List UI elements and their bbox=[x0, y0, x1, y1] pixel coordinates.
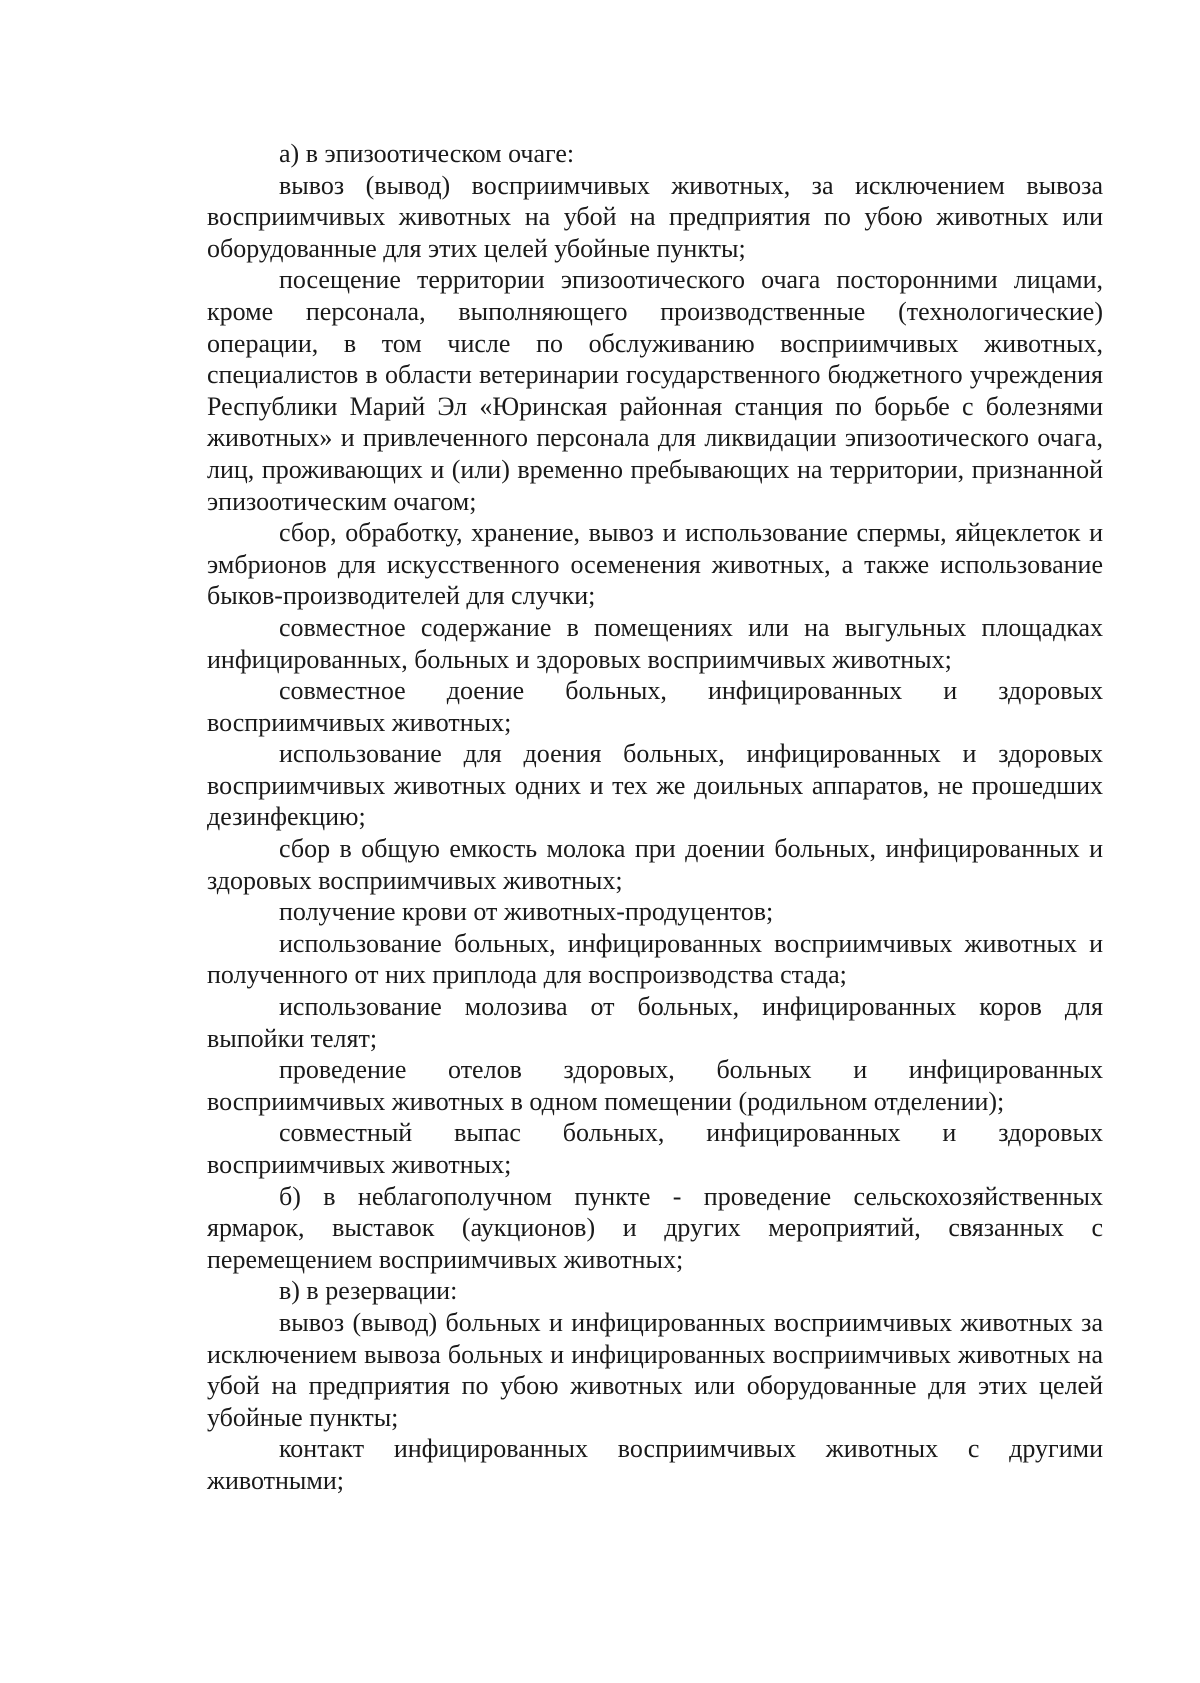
paragraph-blood-collection: получение крови от животных-продуцентов; bbox=[279, 897, 774, 927]
document-body bbox=[207, 138, 1103, 1497]
paragraph-sperm-collection: сбор, обработку, хранение, вывоз и использование спермы, яйцеклеток и эмбрионов для искусственного осеменения животных, а также использование быков-производителей для случки; bbox=[207, 518, 1103, 611]
paragraph-calving: проведение отелов здоровых, больных и инфицированных восприимчивых животных в одном помещении (родильном отделении); bbox=[207, 1055, 1103, 1116]
paragraph-joint-milking: совместное доение больных, инфицированных и здоровых восприимчивых животных; bbox=[207, 676, 1103, 737]
paragraph-animal-contact: контакт инфицированных восприимчивых животных с другими животными; bbox=[207, 1434, 1103, 1495]
paragraph-item-a-heading: а) в эпизоотическом очаге: bbox=[279, 139, 575, 168]
paragraph-reservation-removal: вывоз (вывод) больных и инфицированных восприимчивых животных за исключением вывоза больных и инфицированных восприимчивых животных на убой на предприятия по убою животных или оборудованные для этих целей убойные пункты; bbox=[207, 1307, 1103, 1432]
paragraph-visiting-territory: посещение территории эпизоотического очага посторонними лицами, кроме персонала, выполняющего производственные (технологические) операции, в том числе по обслуживанию восприимчивых животных, специалистов в области ветеринарии государственного бюджетного учреждения Республики Марий Эл «Юринская районная станция по борьбе с болезнями животных» и привлеченного персонала для ликвидации эпизоотического очага, лиц, проживающих и (или) временно пребывающих на территории, признанной эпизоотическим очагом; bbox=[207, 265, 1103, 516]
paragraph-joint-grazing: совместный выпас больных, инфицированных и здоровых восприимчивых животных; bbox=[207, 1118, 1103, 1179]
paragraph-joint-keeping: совместное содержание в помещениях или на выгульных площадках инфицированных, больных и здоровых восприимчивых животных; bbox=[207, 612, 1103, 674]
paragraph-herd-reproduction: использование больных, инфицированных восприимчивых животных и полученного от них приплода для воспроизводства стада; bbox=[207, 928, 1103, 990]
paragraph-milk-collection: сбор в общую емкость молока при доении больных, инфицированных и здоровых восприимчивых животных; bbox=[207, 834, 1103, 895]
paragraph-milking-equipment: использование для доения больных, инфицированных и здоровых восприимчивых животных одних и тех же доильных аппаратов, не прошедших дезинфекцию; bbox=[207, 739, 1103, 832]
paragraph-item-c-heading: в) в резервации: bbox=[279, 1276, 458, 1306]
paragraph-colostrum-use: использование молозива от больных, инфицированных коров для выпойки телят; bbox=[207, 992, 1103, 1053]
paragraph-export-removal: вывоз (вывод) восприимчивых животных, за исключением вывоза восприимчивых животных на убой на предприятия по убою животных или оборудованные для этих целей убойные пункты; bbox=[207, 170, 1103, 263]
paragraph-item-b: б) в неблагополучном пункте - проведение сельскохозяйственных ярмарок, выставок (аукционов) и других мероприятий, связанных с перемещением восприимчивых животных; bbox=[207, 1181, 1103, 1274]
